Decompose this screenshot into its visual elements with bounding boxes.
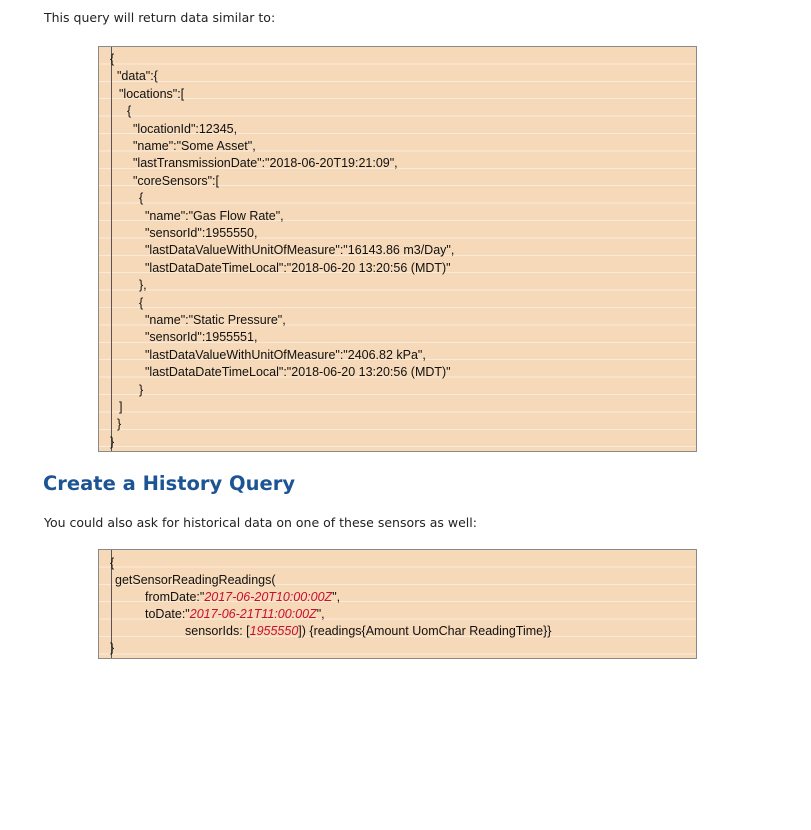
code-line: } xyxy=(110,434,115,449)
code-line: "name":"Static Pressure", xyxy=(145,313,286,327)
code-line: "lastTransmissionDate":"2018-06-20T19:21:09", xyxy=(133,156,398,171)
code-line: "sensorId":1955551, xyxy=(145,330,258,345)
code-line: "data":{ xyxy=(117,69,158,84)
code-line: ] xyxy=(119,400,123,414)
response-code-block xyxy=(98,46,697,452)
code-key: toDate:" xyxy=(145,607,190,621)
query-code-block xyxy=(98,549,697,659)
code-line: "name":"Some Asset", xyxy=(133,139,256,153)
code-key: sensorIds: [ xyxy=(185,624,250,638)
code-line: } xyxy=(117,417,122,432)
code-gutter xyxy=(99,47,115,451)
code-line xyxy=(185,623,551,640)
code-line: "lastDataDateTimeLocal":"2018-06-20 13:20:56 (MDT)" xyxy=(145,365,451,380)
code-line: "lastDataDateTimeLocal":"2018-06-20 13:20:56 (MDT)" xyxy=(145,260,451,275)
intro-text: This query will return data similar to: xyxy=(44,10,276,25)
code-line: { xyxy=(110,52,115,66)
code-line: "locations":[ xyxy=(119,86,185,101)
code-line: }, xyxy=(139,278,147,293)
code-line: "lastDataValueWithUnitOfMeasure":"16143.86 m3/Day", xyxy=(145,243,455,258)
code-punct: ", xyxy=(332,590,341,604)
code-value: 2017-06-20T10:00:00Z xyxy=(204,590,333,604)
code-line: } xyxy=(139,382,144,397)
code-line: "coreSensors":[ xyxy=(133,173,219,188)
code-key: fromDate:" xyxy=(145,590,205,604)
code-line: { xyxy=(110,556,115,570)
code-punct: ", xyxy=(316,607,325,621)
code-line: { xyxy=(139,295,144,310)
code-line: { xyxy=(139,191,144,206)
code-line: "name":"Gas Flow Rate", xyxy=(145,208,284,223)
code-punct: ]) {readings{Amount UomChar ReadingTime}} xyxy=(298,624,552,638)
code-line: } xyxy=(110,641,115,655)
code-line: "lastDataValueWithUnitOfMeasure":"2406.82 kPa", xyxy=(145,347,426,362)
code-line: "locationId":12345, xyxy=(133,121,238,136)
code-line xyxy=(145,606,325,623)
section-paragraph: You could also ask for historical data on one of these sensors as well: xyxy=(44,515,477,530)
code-line: "sensorId":1955550, xyxy=(145,226,258,240)
code-value: 1955550 xyxy=(249,624,299,638)
code-line: getSensorReadingReadings( xyxy=(115,573,276,587)
section-heading: Create a History Query xyxy=(43,472,296,495)
code-line xyxy=(145,589,340,606)
code-value: 2017-06-21T11:00:00Z xyxy=(189,607,317,621)
code-line: { xyxy=(127,104,132,119)
